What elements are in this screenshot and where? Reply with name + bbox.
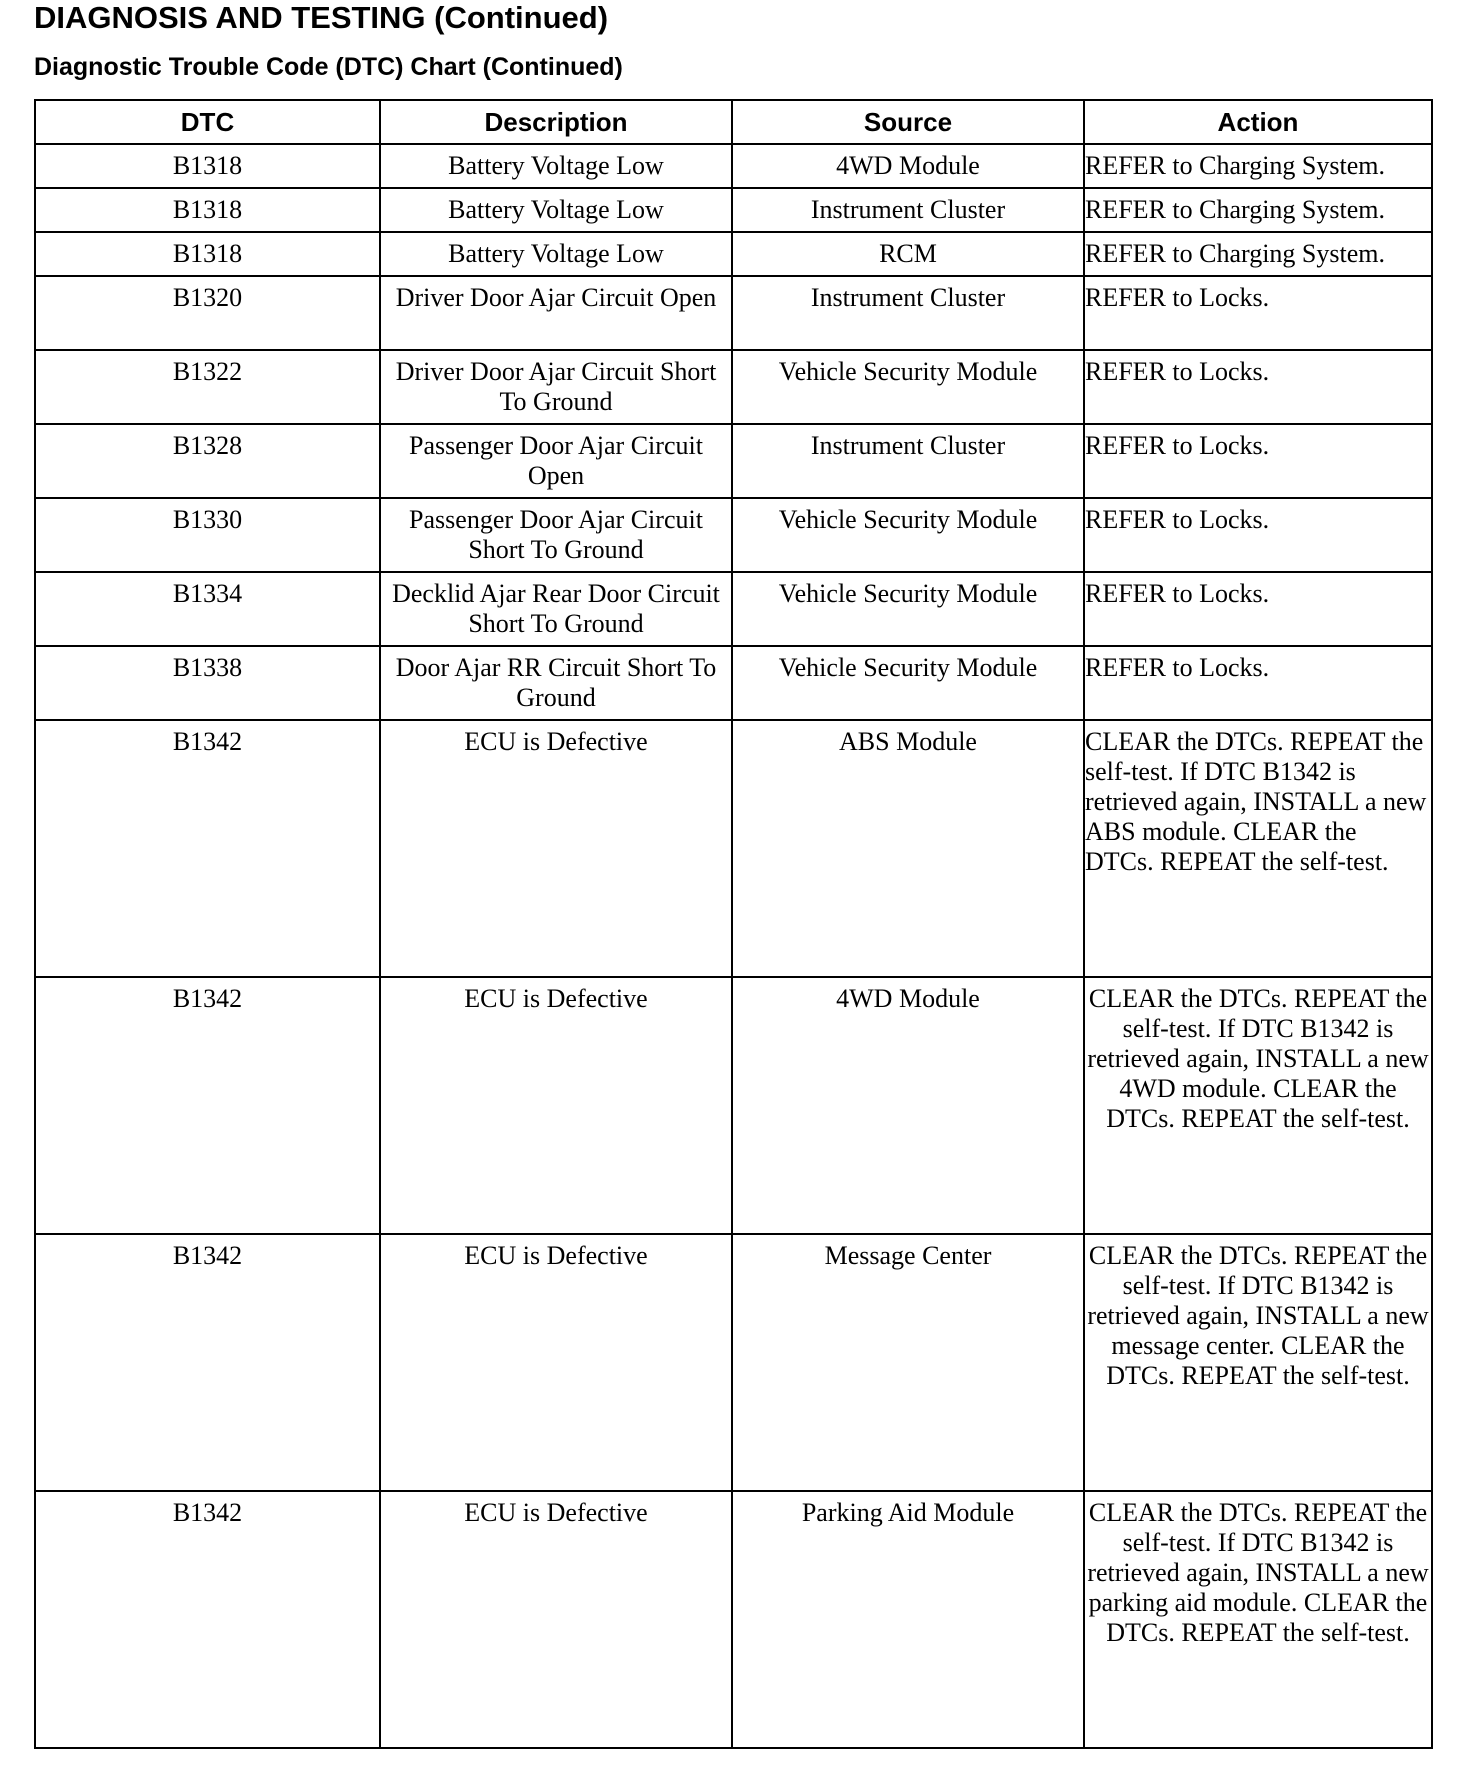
table-row xyxy=(35,1491,1432,1748)
table-row xyxy=(35,144,1432,188)
table-row xyxy=(35,498,1432,572)
dtc-cell: B1320 xyxy=(35,276,380,350)
dtc-cell: B1318 xyxy=(35,144,380,188)
dtc-cell: B1318 xyxy=(35,232,380,276)
source-cell: Instrument Cluster xyxy=(732,424,1084,498)
dtc-cell: B1322 xyxy=(35,350,380,424)
action-cell: REFER to Charging System. xyxy=(1084,232,1432,276)
action-cell: REFER to Locks. xyxy=(1084,350,1432,424)
dtc-cell: B1330 xyxy=(35,498,380,572)
source-cell: 4WD Module xyxy=(732,144,1084,188)
source-cell: Vehicle Security Module xyxy=(732,498,1084,572)
dtc-cell: B1338 xyxy=(35,646,380,720)
description-cell: Battery Voltage Low xyxy=(380,144,732,188)
action-cell: CLEAR the DTCs. REPEAT the self-test. If DTC B1342 is retrieved again, INSTALL a new 4WD module. CLEAR the DTCs. REPEAT the self-test. xyxy=(1084,977,1432,1234)
source-cell: ABS Module xyxy=(732,720,1084,977)
source-cell: Vehicle Security Module xyxy=(732,572,1084,646)
description-cell: Passenger Door Ajar Circuit Open xyxy=(380,424,732,498)
action-cell: REFER to Locks. xyxy=(1084,276,1432,350)
column-header-source: Source xyxy=(732,100,1084,144)
dtc-table xyxy=(34,99,1433,1749)
source-cell: Vehicle Security Module xyxy=(732,646,1084,720)
dtc-cell: B1342 xyxy=(35,1491,380,1748)
dtc-cell: B1328 xyxy=(35,424,380,498)
description-cell: Battery Voltage Low xyxy=(380,232,732,276)
description-cell: Battery Voltage Low xyxy=(380,188,732,232)
column-header-description: Description xyxy=(380,100,732,144)
table-header-row xyxy=(35,100,1432,144)
column-header-action: Action xyxy=(1084,100,1432,144)
action-cell: CLEAR the DTCs. REPEAT the self-test. If DTC B1342 is retrieved again, INSTALL a new message center. CLEAR the DTCs. REPEAT the self-test. xyxy=(1084,1234,1432,1491)
description-cell: ECU is Defective xyxy=(380,1234,732,1491)
source-cell: Instrument Cluster xyxy=(732,188,1084,232)
page-title: DIAGNOSIS AND TESTING (Continued) xyxy=(34,0,609,35)
description-cell: ECU is Defective xyxy=(380,977,732,1234)
source-cell: Parking Aid Module xyxy=(732,1491,1084,1748)
action-cell: REFER to Charging System. xyxy=(1084,188,1432,232)
source-cell: Instrument Cluster xyxy=(732,276,1084,350)
dtc-cell: B1342 xyxy=(35,720,380,977)
column-header-dtc: DTC xyxy=(35,100,380,144)
description-cell: Door Ajar RR Circuit Short To Ground xyxy=(380,646,732,720)
table-row xyxy=(35,572,1432,646)
description-cell: ECU is Defective xyxy=(380,720,732,977)
source-cell: Message Center xyxy=(732,1234,1084,1491)
dtc-cell: B1334 xyxy=(35,572,380,646)
dtc-cell: B1342 xyxy=(35,977,380,1234)
source-cell: RCM xyxy=(732,232,1084,276)
description-cell: Passenger Door Ajar Circuit Short To Ground xyxy=(380,498,732,572)
table-row xyxy=(35,424,1432,498)
table-row xyxy=(35,188,1432,232)
table-row xyxy=(35,1234,1432,1491)
description-cell: Driver Door Ajar Circuit Short To Ground xyxy=(380,350,732,424)
dtc-cell: B1318 xyxy=(35,188,380,232)
table-row xyxy=(35,232,1432,276)
description-cell: Driver Door Ajar Circuit Open xyxy=(380,276,732,350)
action-cell: CLEAR the DTCs. REPEAT the self-test. If DTC B1342 is retrieved again, INSTALL a new ABS module. CLEAR the DTCs. REPEAT the self-test. xyxy=(1084,720,1432,977)
description-cell: Decklid Ajar Rear Door Circuit Short To Ground xyxy=(380,572,732,646)
table-row xyxy=(35,977,1432,1234)
table-row xyxy=(35,276,1432,350)
description-cell: ECU is Defective xyxy=(380,1491,732,1748)
action-cell: REFER to Locks. xyxy=(1084,646,1432,720)
table-row xyxy=(35,646,1432,720)
action-cell: REFER to Locks. xyxy=(1084,424,1432,498)
source-cell: 4WD Module xyxy=(732,977,1084,1234)
page-subtitle: Diagnostic Trouble Code (DTC) Chart (Continued) xyxy=(34,53,623,81)
action-cell: REFER to Locks. xyxy=(1084,572,1432,646)
action-cell: REFER to Charging System. xyxy=(1084,144,1432,188)
source-cell: Vehicle Security Module xyxy=(732,350,1084,424)
table-row xyxy=(35,350,1432,424)
action-cell: CLEAR the DTCs. REPEAT the self-test. If DTC B1342 is retrieved again, INSTALL a new parking aid module. CLEAR the DTCs. REPEAT the self-test. xyxy=(1084,1491,1432,1748)
dtc-cell: B1342 xyxy=(35,1234,380,1491)
table-row xyxy=(35,720,1432,977)
action-cell: REFER to Locks. xyxy=(1084,498,1432,572)
